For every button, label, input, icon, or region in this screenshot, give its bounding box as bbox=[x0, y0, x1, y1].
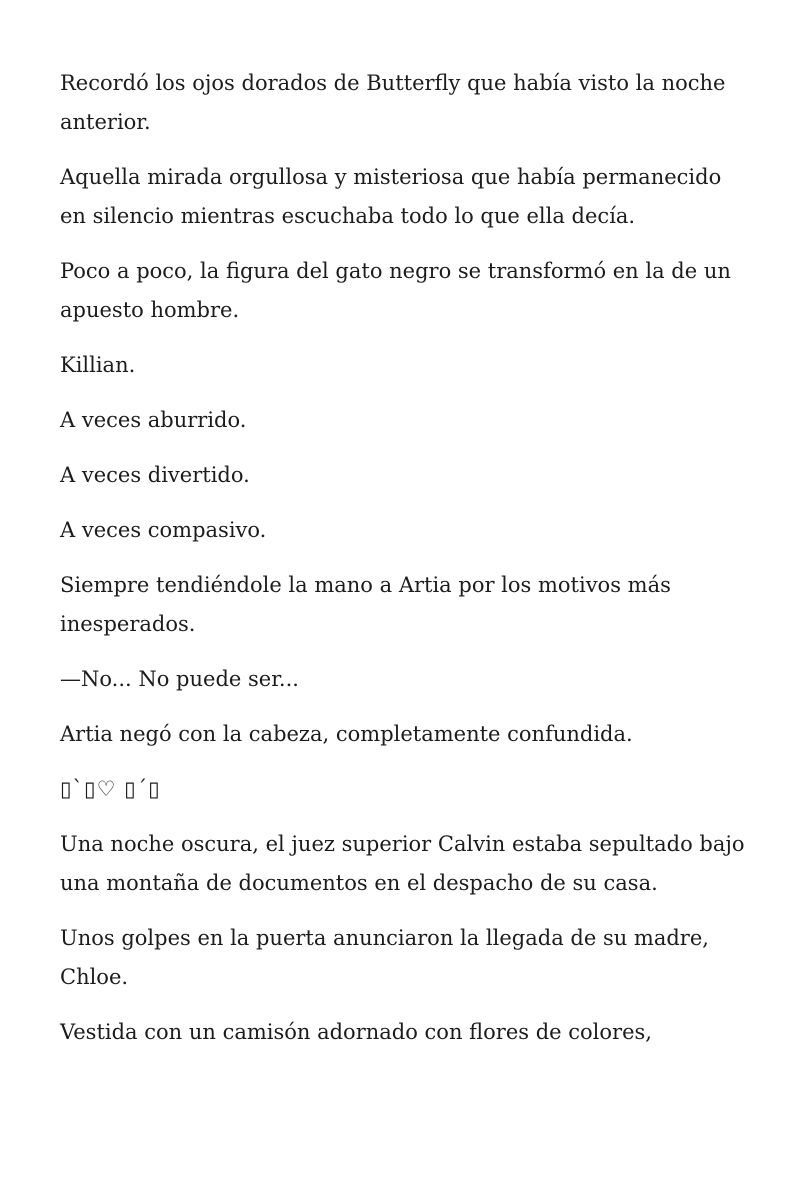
paragraph-13: Unos golpes en la puerta anunciaron la llegada de su madre, Chloe. bbox=[60, 926, 709, 989]
paragraph-10: Artia negó con la cabeza, completamente confundida. bbox=[60, 722, 633, 746]
paragraph-3: Poco a poco, la figura del gato negro se transformó en la de un apuesto hombre. bbox=[60, 259, 731, 322]
paragraph-2: Aquella mirada orgullosa y misteriosa que había permanecido en silencio mientras escuchaba todo lo que ella decía. bbox=[60, 165, 722, 228]
paragraph-4: Killian. bbox=[60, 353, 136, 377]
paragraph-6: A veces divertido. bbox=[60, 463, 250, 487]
paragraph-5: A veces aburrido. bbox=[60, 408, 247, 432]
scene-break-ornament: ▯`▯♡ ▯´▯ bbox=[60, 777, 161, 801]
paragraph-9: —No... No puede ser... bbox=[60, 667, 299, 691]
paragraph-7: A veces compasivo. bbox=[60, 518, 267, 542]
paragraph-1: Recordó los ojos dorados de Butterfly que había visto la noche anterior. bbox=[60, 71, 726, 134]
reading-page bbox=[60, 64, 750, 1068]
paragraph-12: Una noche oscura, el juez superior Calvin estaba sepultado bajo una montaña de documentos en el despacho de su casa. bbox=[60, 832, 745, 895]
paragraph-8: Siempre tendiéndole la mano a Artia por los motivos más inesperados. bbox=[60, 573, 671, 636]
paragraph-14: Vestida con un camisón adornado con flores de colores, bbox=[60, 1020, 652, 1044]
